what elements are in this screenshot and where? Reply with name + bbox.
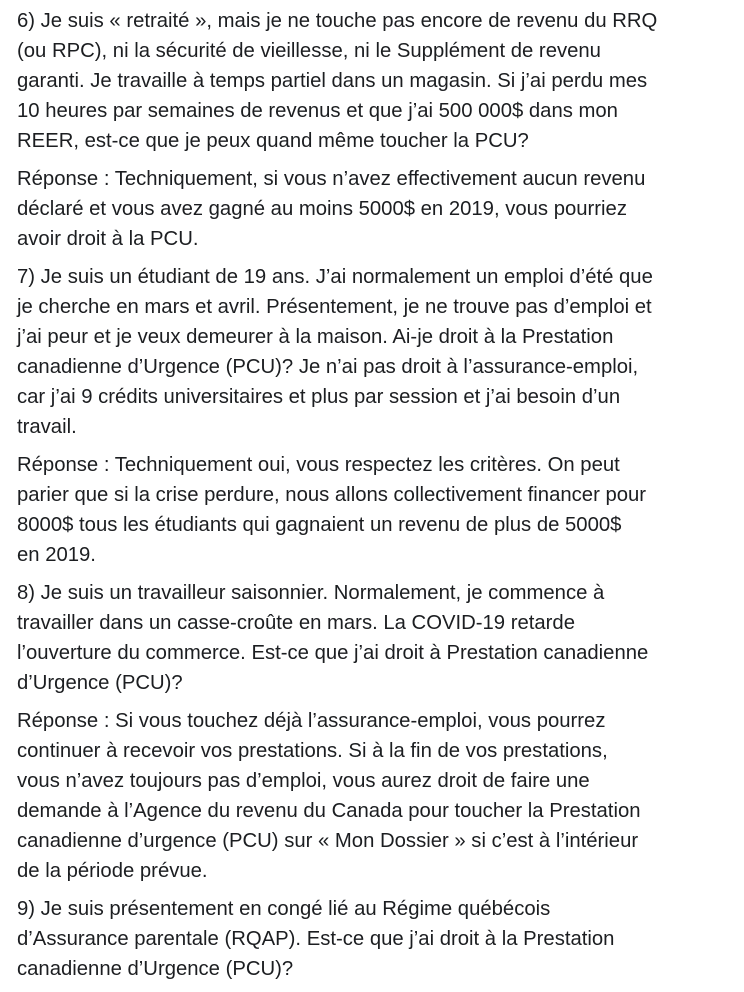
answer-8: Réponse : Si vous touchez déjà l’assurance-emploi, vous pourrez continuer à recevoir vos prestations. Si à la fin de vos prestations, vous n’avez toujours pas d’emploi, vous aurez droit de faire une demande à l’Agence du revenu du Canada pour toucher la Prestation canadienne d’urgence (PCU) sur « Mon Dossier » si c’est à l’intérieur de la période prévue. (17, 710, 641, 882)
question-7: 7) Je suis un étudiant de 19 ans. J’ai normalement un emploi d’été que je cherche en mars et avril. Présentement, je ne trouve pas d’emploi et j’ai peur et je veux demeurer à la maison. Ai-je droit à la Prestation canadienne d’Urgence (PCU)? Je n’ai pas droit à l’assurance-emploi, car j’ai 9 crédits universitaires et plus par session et j’ai besoin d’un travail. (17, 266, 653, 438)
question-9: 9) Je suis présentement en congé lié au Régime québécois d’Assurance parentale (RQAP). Est-ce que j’ai droit à la Prestation canadienne d’Urgence (PCU)? (17, 898, 615, 980)
answer-6: Réponse : Techniquement, si vous n’avez effectivement aucun revenu déclaré et vous avez gagné au moins 5000$ en 2019, vous pourriez avoir droit à la PCU. (17, 168, 646, 250)
post-body (17, 6, 733, 992)
question-8: 8) Je suis un travailleur saisonnier. Normalement, je commence à travailler dans un casse-croûte en mars. La COVID-19 retarde l’ouverture du commerce. Est-ce que j’ai droit à Prestation canadienne d’Urgence (PCU)? (17, 582, 649, 694)
question-6: 6) Je suis « retraité », mais je ne touche pas encore de revenu du RRQ (ou RPC), ni la sécurité de vieillesse, ni le Supplément de revenu garanti. Je travaille à temps partiel dans un magasin. Si j’ai perdu mes 10 heures par semaines de revenus et que j’ai 500 000$ dans mon REER, est-ce que je peux quand même toucher la PCU? (17, 10, 658, 152)
answer-7: Réponse : Techniquement oui, vous respectez les critères. On peut parier que si la crise perdure, nous allons collectivement financer pour 8000$ tous les étudiants qui gagnaient un revenu de plus de 5000$ en 2019. (17, 454, 647, 566)
